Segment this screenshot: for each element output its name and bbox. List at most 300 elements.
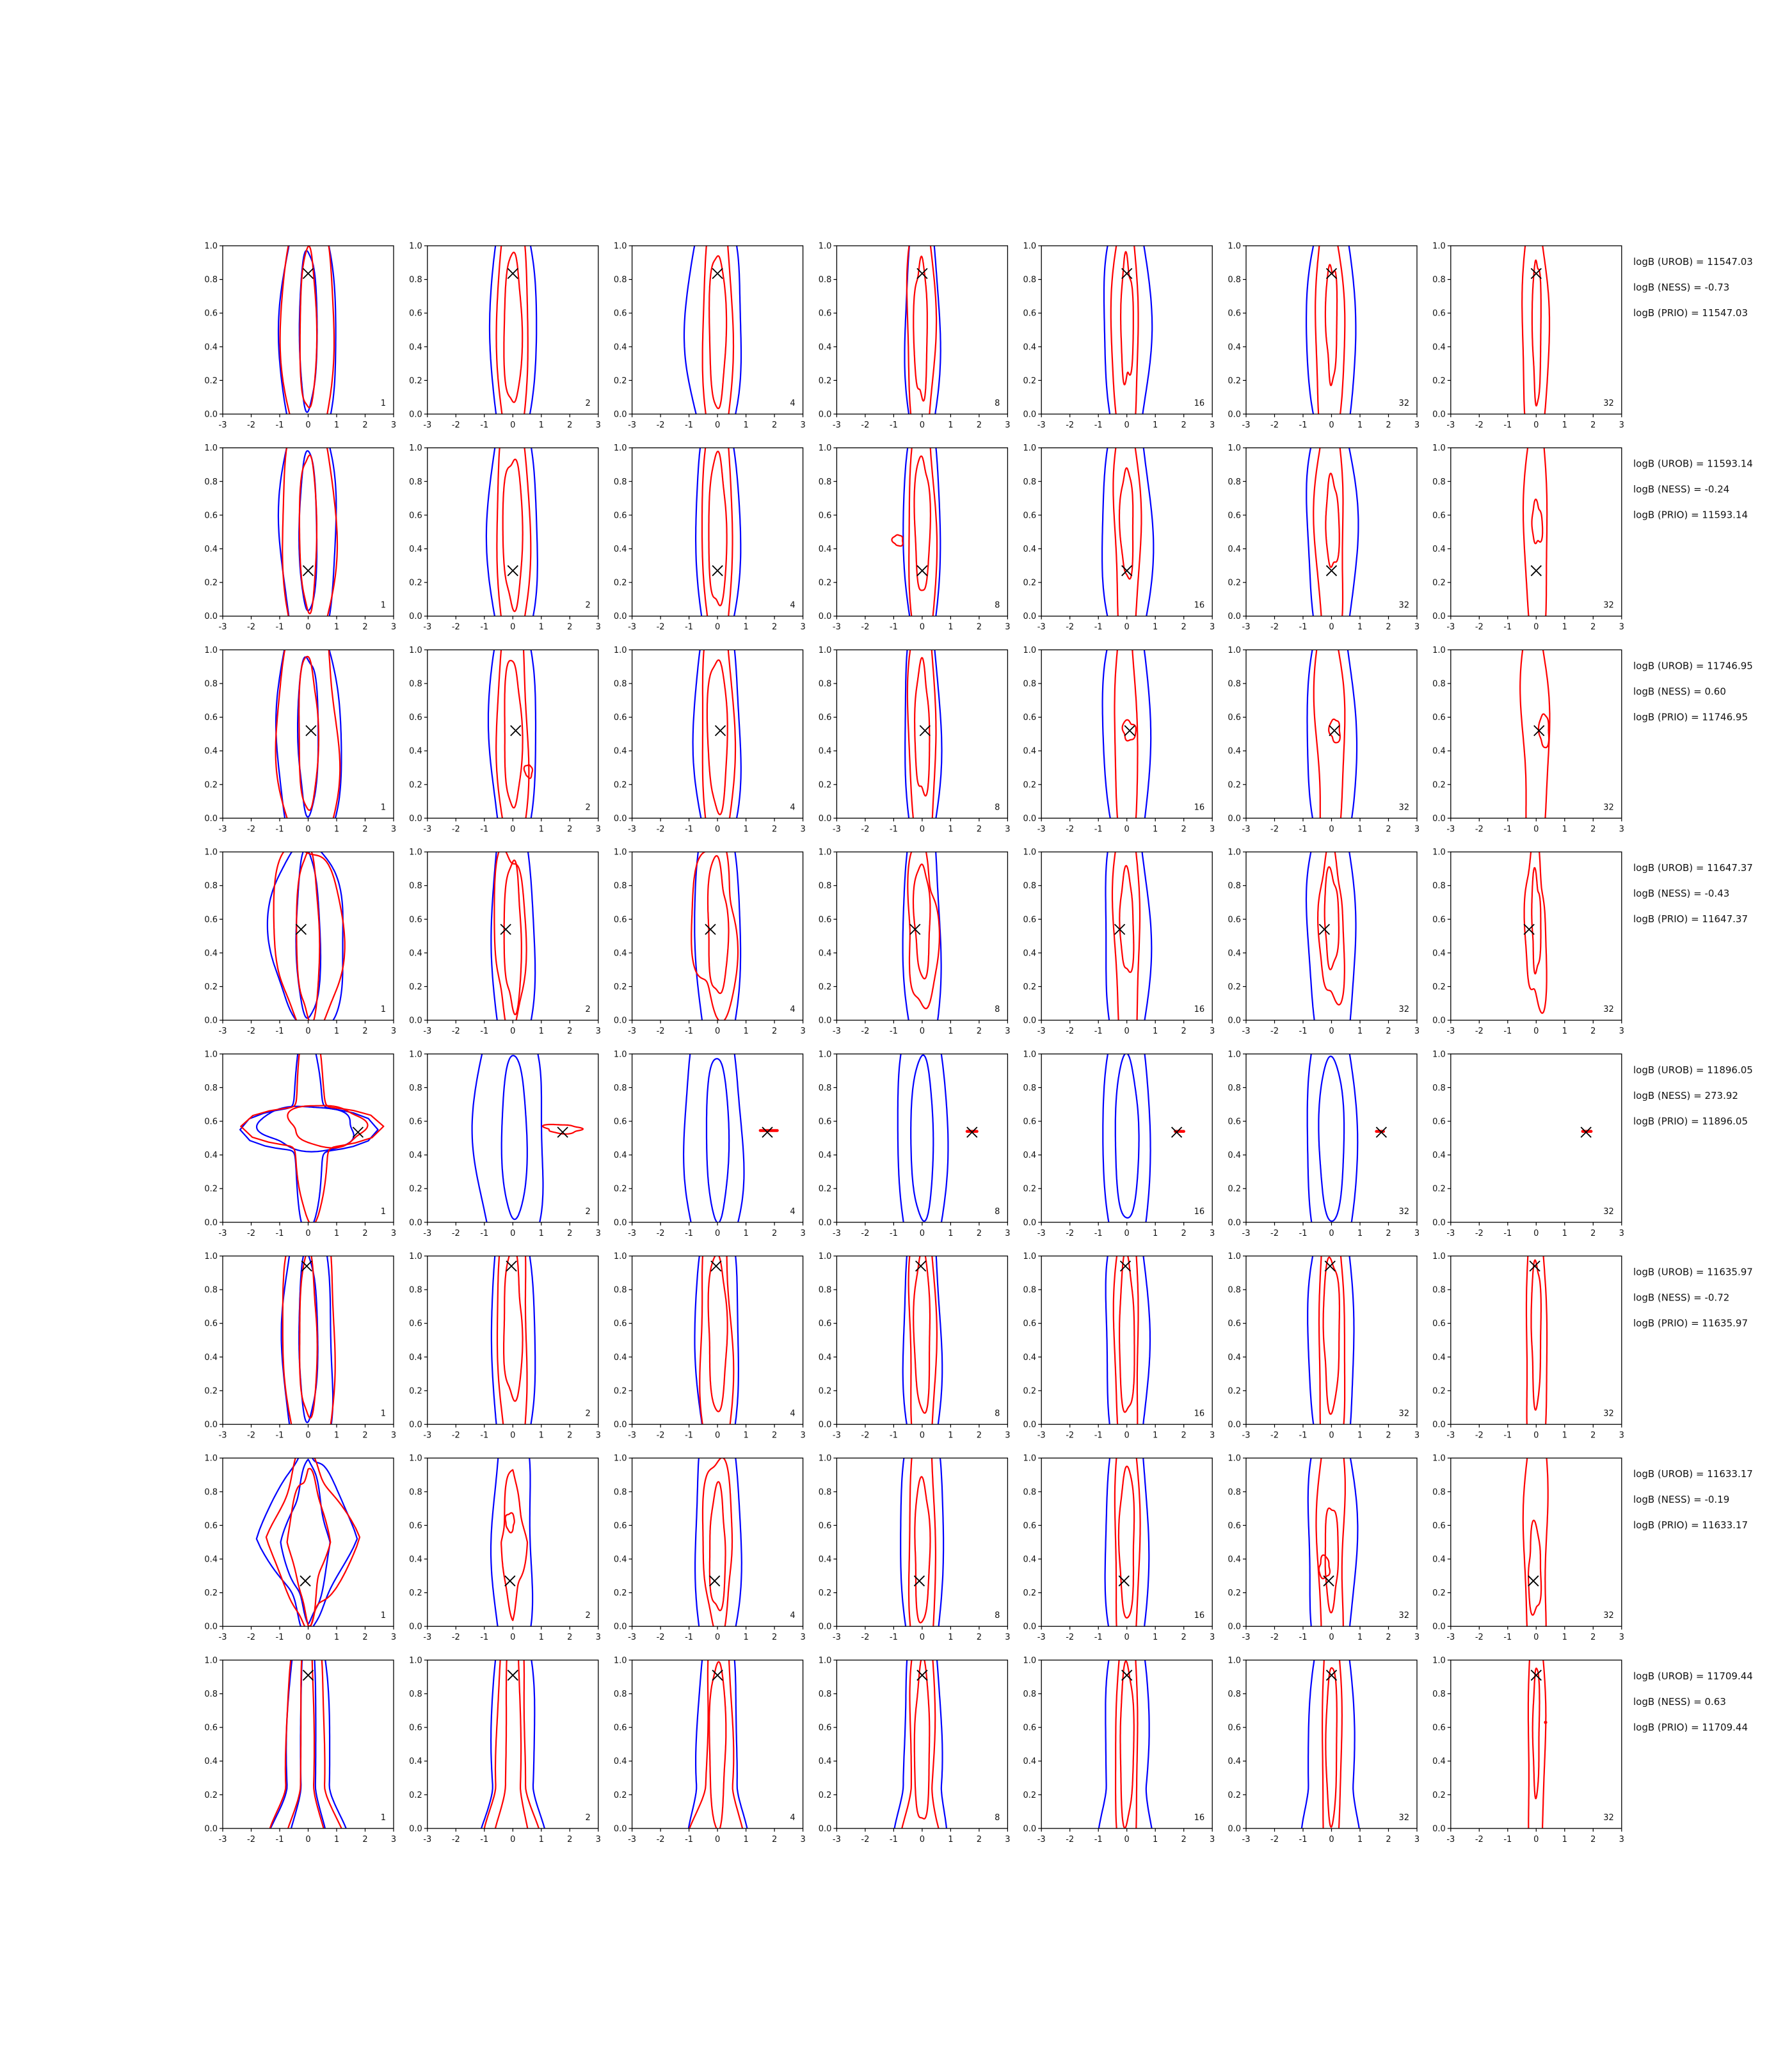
subplot-r5c4 xyxy=(819,1007,1011,1269)
y-tick-label: 0.4 xyxy=(1023,342,1037,353)
y-tick-label: 0.4 xyxy=(1432,1352,1446,1363)
x-tick-label: 2 xyxy=(1590,824,1596,835)
red-contour xyxy=(274,847,345,1037)
x-marker xyxy=(917,566,927,576)
x-tick-label: 1 xyxy=(1562,1027,1567,1037)
y-tick-label: 0.2 xyxy=(1432,1386,1446,1396)
x-tick-label: -1 xyxy=(1299,622,1308,632)
x-tick-label: -3 xyxy=(1037,824,1046,835)
y-tick-label: 0.0 xyxy=(818,1218,832,1228)
x-tick-label: 2 xyxy=(362,1027,368,1037)
x-tick-label: 1 xyxy=(948,1834,954,1844)
x-tick-label: -3 xyxy=(423,420,432,430)
subplot-corner-label: 16 xyxy=(1194,1812,1205,1823)
x-marker xyxy=(303,1670,314,1681)
x-tick-label: 1 xyxy=(1357,824,1363,835)
x-tick-label: -1 xyxy=(889,622,898,632)
y-tick-label: 0.6 xyxy=(613,511,627,521)
x-tick-label: -3 xyxy=(423,1228,432,1238)
y-tick-label: 0.8 xyxy=(1432,477,1446,487)
x-tick-label: -2 xyxy=(656,1027,665,1037)
axes-frame xyxy=(1451,1256,1622,1425)
y-tick-label: 0.4 xyxy=(1228,746,1241,756)
subplot-r2c6 xyxy=(1228,401,1420,663)
logb-annotation: logB (UROB) = 11547.03 xyxy=(1633,256,1753,268)
logb-annotation: logB (PRIO) = 11647.37 xyxy=(1633,913,1748,925)
y-tick-label: 0.0 xyxy=(1023,1824,1037,1834)
red-contour xyxy=(1532,260,1541,406)
x-tick-label: -1 xyxy=(685,1228,694,1238)
x-tick-label: 2 xyxy=(1181,1027,1187,1037)
y-tick-label: 0.8 xyxy=(1432,275,1446,285)
x-tick-label: 0 xyxy=(1329,1430,1334,1441)
red-contour xyxy=(1121,1661,1134,1828)
x-tick-label: -2 xyxy=(861,420,870,430)
y-tick-label: 1.0 xyxy=(818,444,832,454)
x-tick-label: 2 xyxy=(1181,622,1187,632)
y-tick-label: 0.0 xyxy=(1432,1824,1446,1834)
axes-frame xyxy=(632,246,803,414)
x-tick-label: 2 xyxy=(1181,1430,1187,1441)
y-tick-label: 0.2 xyxy=(818,1588,832,1599)
y-tick-label: 0.2 xyxy=(409,982,422,992)
subplot-r6c1 xyxy=(204,1206,397,1471)
subplot-r1c5 xyxy=(1023,198,1215,461)
subplot-corner-label: 8 xyxy=(995,1409,1000,1419)
blue-contour xyxy=(281,1459,330,1624)
y-tick-label: 0.0 xyxy=(1432,1016,1446,1026)
logb-annotation: logB (UROB) = 11593.14 xyxy=(1633,458,1753,470)
y-tick-label: 0.6 xyxy=(818,1319,832,1329)
x-tick-label: -2 xyxy=(1475,1834,1484,1844)
y-tick-label: 0.4 xyxy=(409,1757,422,1767)
y-tick-label: 0.8 xyxy=(409,881,422,892)
x-tick-label: 2 xyxy=(771,1633,778,1643)
axes-frame xyxy=(1246,1256,1417,1425)
y-tick-label: 0.0 xyxy=(1228,1218,1241,1228)
y-tick-label: 1.0 xyxy=(613,645,627,655)
x-tick-label: 3 xyxy=(1414,1633,1420,1643)
subplot-corner-label: 32 xyxy=(1603,1409,1614,1419)
subplot-r8c3 xyxy=(614,1613,806,1875)
y-tick-label: 0.4 xyxy=(1228,948,1241,959)
logb-annotation: logB (UROB) = 11635.97 xyxy=(1633,1266,1753,1278)
x-tick-label: -1 xyxy=(275,1834,284,1844)
y-tick-label: 0.8 xyxy=(1432,881,1446,892)
x-tick-label: 0 xyxy=(1329,1228,1334,1238)
x-tick-label: 2 xyxy=(567,824,573,835)
y-tick-label: 0.2 xyxy=(818,1790,832,1800)
x-tick-label: 0 xyxy=(510,1228,516,1238)
y-tick-label: 1.0 xyxy=(1228,847,1241,858)
y-tick-label: 0.0 xyxy=(1023,1016,1037,1026)
x-tick-label: 1 xyxy=(948,420,954,430)
red-contour xyxy=(1325,867,1339,970)
x-tick-label: 1 xyxy=(1153,1834,1158,1844)
y-tick-label: 0.0 xyxy=(613,410,627,420)
axes-frame xyxy=(1451,1660,1622,1828)
x-tick-label: -3 xyxy=(832,1228,841,1238)
subplot-r6c7 xyxy=(1432,1206,1624,1471)
red-contour xyxy=(708,1254,728,1412)
red-contour xyxy=(501,1470,527,1620)
contour-area xyxy=(889,401,941,663)
x-tick-label: 0 xyxy=(714,1633,721,1643)
axes-frame xyxy=(1451,1458,1622,1626)
y-tick-label: 1.0 xyxy=(409,1656,422,1666)
axes-frame xyxy=(836,1458,1007,1626)
y-tick-label: 1.0 xyxy=(1228,1252,1241,1261)
y-tick-label: 0.4 xyxy=(818,1555,832,1565)
red-contour xyxy=(1532,1260,1541,1410)
x-tick-label: -1 xyxy=(1503,1228,1512,1238)
x-tick-label: -2 xyxy=(656,622,665,632)
x-tick-label: -1 xyxy=(889,1834,898,1844)
subplot-corner-label: 1 xyxy=(380,1005,386,1015)
red-contour xyxy=(913,1249,930,1413)
x-marker xyxy=(712,566,723,576)
y-tick-label: 0.4 xyxy=(613,545,627,554)
y-tick-label: 1.0 xyxy=(818,1453,832,1464)
red-contour xyxy=(504,1247,523,1401)
subplot-r5c1 xyxy=(204,1026,396,1238)
x-tick-label: 3 xyxy=(595,1027,601,1037)
x-tick-label: -3 xyxy=(1037,420,1046,430)
x-marker xyxy=(1124,726,1135,736)
subplot-corner-label: 32 xyxy=(1398,600,1409,611)
y-tick-label: 0.6 xyxy=(1432,1723,1446,1733)
x-tick-label: -1 xyxy=(275,622,284,632)
y-tick-label: 0.6 xyxy=(409,308,422,319)
x-tick-label: 0 xyxy=(1533,1834,1539,1844)
x-tick-label: 2 xyxy=(976,1834,982,1844)
x-tick-label: 1 xyxy=(1562,824,1567,835)
y-tick-label: 1.0 xyxy=(1023,1252,1037,1261)
subplot-r5c2 xyxy=(409,1007,601,1269)
y-tick-label: 0.6 xyxy=(204,511,218,521)
y-tick-label: 0.4 xyxy=(1228,1555,1241,1565)
subplot-corner-label: 32 xyxy=(1398,1812,1409,1823)
y-tick-label: 0.8 xyxy=(409,679,422,689)
x-tick-label: -3 xyxy=(1446,824,1455,835)
red-contour xyxy=(1119,1251,1134,1412)
y-tick-label: 0.0 xyxy=(1228,1622,1241,1632)
x-tick-label: -2 xyxy=(1475,1430,1484,1441)
y-tick-label: 0.0 xyxy=(613,1218,627,1228)
y-tick-label: 0.6 xyxy=(409,1319,422,1329)
y-tick-label: 0.0 xyxy=(204,1622,218,1632)
x-tick-label: 1 xyxy=(1357,420,1363,430)
subplot-corner-label: 16 xyxy=(1194,1005,1205,1015)
x-tick-label: -1 xyxy=(1299,420,1308,430)
x-tick-label: 0 xyxy=(1124,1027,1130,1037)
y-tick-label: 0.8 xyxy=(204,1690,218,1699)
y-tick-label: 0.4 xyxy=(1432,746,1446,756)
y-tick-label: 0.8 xyxy=(204,1487,218,1498)
y-tick-label: 0.2 xyxy=(1228,1184,1241,1194)
subplot-r2c5 xyxy=(1023,401,1215,663)
y-tick-label: 0.0 xyxy=(409,612,422,622)
y-tick-label: 0.0 xyxy=(818,1622,832,1632)
y-tick-label: 0.4 xyxy=(1228,1151,1241,1161)
x-tick-label: 0 xyxy=(510,1027,516,1037)
logb-annotation: logB (NESS) = -0.19 xyxy=(1633,1494,1730,1506)
red-contour xyxy=(287,1106,367,1148)
x-tick-label: 3 xyxy=(390,622,397,632)
x-tick-label: 3 xyxy=(1005,622,1011,632)
x-tick-label: -2 xyxy=(247,1430,255,1441)
y-tick-label: 0.4 xyxy=(613,342,627,353)
x-tick-label: 1 xyxy=(538,1834,544,1844)
x-tick-label: 1 xyxy=(538,1027,544,1037)
y-tick-label: 0.4 xyxy=(1023,746,1037,756)
axes-frame xyxy=(836,246,1007,414)
y-tick-label: 0.2 xyxy=(1023,1790,1037,1800)
x-marker xyxy=(712,268,723,278)
y-tick-label: 1.0 xyxy=(204,1252,218,1261)
x-tick-label: -3 xyxy=(1242,1834,1251,1844)
y-tick-label: 0.0 xyxy=(818,1016,832,1026)
subplot-r4c2 xyxy=(409,805,601,1068)
x-tick-label: -1 xyxy=(685,824,694,835)
x-tick-label: -2 xyxy=(247,1633,255,1643)
blue-contour xyxy=(1318,1057,1344,1222)
axes-frame xyxy=(1041,852,1212,1020)
y-tick-label: 0.2 xyxy=(409,1184,422,1194)
y-tick-label: 0.0 xyxy=(204,1016,218,1026)
subplot-corner-label: 32 xyxy=(1603,600,1614,611)
y-tick-label: 1.0 xyxy=(409,1453,422,1464)
subplot-r7c5 xyxy=(1023,1411,1215,1674)
y-tick-label: 0.6 xyxy=(1228,915,1241,925)
x-tick-label: 2 xyxy=(567,1027,573,1037)
y-tick-label: 0.2 xyxy=(409,376,422,386)
subplot-corner-label: 4 xyxy=(790,1206,796,1217)
y-tick-label: 0.8 xyxy=(1432,1083,1446,1093)
x-tick-label: -3 xyxy=(218,420,227,430)
y-tick-label: 0.2 xyxy=(409,578,422,588)
x-tick-label: -1 xyxy=(889,1228,898,1238)
axes-frame xyxy=(428,448,598,616)
x-tick-label: 3 xyxy=(800,1633,806,1643)
axes-frame xyxy=(428,1660,598,1828)
red-contour xyxy=(703,1458,732,1643)
subplot-r3c7 xyxy=(1432,600,1624,865)
logb-annotation: logB (UROB) = 11896.05 xyxy=(1633,1064,1753,1076)
y-tick-label: 1.0 xyxy=(409,241,422,252)
x-tick-label: -2 xyxy=(1270,420,1279,430)
subplot-corner-label: 2 xyxy=(585,1812,591,1823)
x-tick-label: -1 xyxy=(1503,1430,1512,1441)
x-tick-label: 3 xyxy=(1005,420,1011,430)
x-tick-label: 0 xyxy=(1124,1834,1130,1844)
subplot-r4c6 xyxy=(1228,805,1420,1068)
y-tick-label: 0.0 xyxy=(409,1016,422,1026)
subplot-corner-label: 1 xyxy=(380,399,386,408)
y-tick-label: 1.0 xyxy=(409,1050,422,1060)
y-tick-label: 0.6 xyxy=(1228,1319,1241,1329)
y-tick-label: 0.8 xyxy=(1432,679,1446,689)
y-tick-label: 0.2 xyxy=(204,578,218,588)
x-marker xyxy=(508,566,518,576)
y-tick-label: 0.8 xyxy=(1432,1690,1446,1699)
x-tick-label: 1 xyxy=(743,1228,749,1238)
x-tick-label: 2 xyxy=(1590,420,1596,430)
y-tick-label: 0.6 xyxy=(1228,713,1241,723)
y-tick-label: 1.0 xyxy=(409,1252,422,1261)
y-tick-label: 0.0 xyxy=(613,1622,627,1632)
subplot-r5c6 xyxy=(1228,1007,1420,1269)
y-tick-label: 0.4 xyxy=(1432,1757,1446,1767)
y-tick-label: 1.0 xyxy=(1432,444,1446,454)
x-tick-label: -2 xyxy=(861,1834,870,1844)
y-tick-label: 0.8 xyxy=(1023,1690,1037,1699)
blue-contour xyxy=(298,657,318,817)
y-tick-label: 0.2 xyxy=(613,376,627,386)
x-tick-label: -3 xyxy=(423,1633,432,1643)
x-tick-label: 0 xyxy=(1124,622,1130,632)
red-contour xyxy=(892,535,903,547)
x-tick-label: -2 xyxy=(247,420,255,430)
x-tick-label: 1 xyxy=(743,1633,749,1643)
x-tick-label: 2 xyxy=(976,1027,982,1037)
axes-frame xyxy=(1451,246,1622,414)
axes-frame xyxy=(632,1054,803,1222)
y-tick-label: 1.0 xyxy=(1023,645,1037,655)
red-contour xyxy=(709,256,726,408)
x-tick-label: 3 xyxy=(800,622,806,632)
x-tick-label: 0 xyxy=(1329,1027,1334,1037)
x-tick-label: 1 xyxy=(743,1430,749,1441)
y-tick-label: 0.8 xyxy=(613,1285,627,1295)
subplot-r7c6 xyxy=(1228,1411,1420,1674)
x-tick-label: 3 xyxy=(1619,420,1624,430)
x-tick-label: -3 xyxy=(1446,1834,1455,1844)
y-tick-label: 0.2 xyxy=(1228,780,1241,790)
x-tick-label: -3 xyxy=(1037,1027,1046,1037)
y-tick-label: 0.8 xyxy=(1023,1083,1037,1093)
y-tick-label: 0.0 xyxy=(1023,1218,1037,1228)
y-tick-label: 0.2 xyxy=(1432,578,1446,588)
y-tick-label: 1.0 xyxy=(613,847,627,858)
y-tick-label: 0.4 xyxy=(204,746,218,756)
y-tick-label: 0.4 xyxy=(1023,1555,1037,1565)
logb-annotation: logB (NESS) = -0.73 xyxy=(1633,282,1730,293)
x-tick-label: 3 xyxy=(1005,1633,1011,1643)
x-tick-label: -2 xyxy=(1475,622,1484,632)
y-tick-label: 0.2 xyxy=(613,578,627,588)
y-tick-label: 1.0 xyxy=(818,645,832,655)
contour-dot xyxy=(1544,1721,1547,1724)
x-tick-label: 0 xyxy=(510,622,516,632)
x-tick-label: 3 xyxy=(1005,1834,1011,1844)
x-tick-label: 3 xyxy=(1619,1228,1624,1238)
x-tick-label: -3 xyxy=(1242,420,1251,430)
x-tick-label: -3 xyxy=(218,1834,227,1844)
y-tick-label: 1.0 xyxy=(1228,241,1241,252)
red-contour xyxy=(1533,1668,1540,1799)
y-tick-label: 0.6 xyxy=(1228,1117,1241,1127)
x-tick-label: 1 xyxy=(538,420,544,430)
subplot-corner-label: 16 xyxy=(1194,600,1205,611)
y-tick-label: 0.8 xyxy=(1432,1285,1446,1295)
x-tick-label: 3 xyxy=(1414,824,1420,835)
x-tick-label: -2 xyxy=(656,824,665,835)
y-tick-label: 0.4 xyxy=(409,1151,422,1161)
x-tick-label: 0 xyxy=(714,420,721,430)
x-tick-label: -1 xyxy=(889,1027,898,1037)
x-tick-label: 2 xyxy=(362,1633,368,1643)
subplot-corner-label: 4 xyxy=(790,399,796,408)
subplot-corner-label: 32 xyxy=(1603,1206,1614,1217)
subplot-corner-label: 1 xyxy=(380,1206,386,1217)
x-tick-label: 1 xyxy=(538,1228,544,1238)
y-tick-label: 1.0 xyxy=(613,241,627,252)
blue-contour xyxy=(257,1107,354,1152)
y-tick-label: 0.6 xyxy=(1228,1521,1241,1531)
x-tick-label: -2 xyxy=(1475,1228,1484,1238)
y-tick-label: 0.8 xyxy=(409,1487,422,1498)
subplot-r4c1 xyxy=(204,842,396,1037)
x-tick-label: 2 xyxy=(1386,1633,1391,1643)
x-tick-label: 3 xyxy=(1619,1430,1624,1441)
x-tick-label: 3 xyxy=(390,1633,397,1643)
x-tick-label: -2 xyxy=(1066,1430,1075,1441)
subplot-corner-label: 4 xyxy=(790,1611,796,1621)
subplot-r1c1 xyxy=(204,198,396,461)
x-tick-label: 0 xyxy=(1124,420,1130,430)
y-tick-label: 0.8 xyxy=(613,679,627,689)
subplot-corner-label: 16 xyxy=(1194,1611,1205,1621)
subplot-r3c3 xyxy=(613,600,806,865)
x-tick-label: -3 xyxy=(628,1633,637,1643)
x-tick-label: -2 xyxy=(451,1834,460,1844)
y-tick-label: 0.2 xyxy=(1023,578,1037,588)
subplot-r1c2 xyxy=(409,198,601,461)
y-tick-label: 0.6 xyxy=(613,915,627,925)
y-tick-label: 0.4 xyxy=(613,948,627,959)
y-tick-label: 0.4 xyxy=(1228,1757,1241,1767)
y-tick-label: 0.0 xyxy=(204,612,218,622)
x-tick-label: 3 xyxy=(1619,1027,1624,1037)
y-tick-label: 0.4 xyxy=(409,746,422,756)
axes-frame xyxy=(632,1256,803,1425)
x-tick-label: 1 xyxy=(1562,1228,1567,1238)
x-tick-label: -1 xyxy=(1299,1834,1308,1844)
subplot-r3c4 xyxy=(818,600,1011,865)
x-tick-label: 2 xyxy=(1181,1633,1187,1643)
x-tick-label: 1 xyxy=(333,1027,340,1037)
x-tick-label: 1 xyxy=(1153,622,1158,632)
x-tick-label: -1 xyxy=(480,1633,489,1643)
x-tick-label: -1 xyxy=(889,420,898,430)
x-tick-label: 3 xyxy=(800,1027,806,1037)
y-tick-label: 0.4 xyxy=(409,545,422,554)
y-tick-label: 0.8 xyxy=(818,1487,832,1498)
x-tick-label: 1 xyxy=(948,1027,954,1037)
x-tick-label: -2 xyxy=(247,622,255,632)
subplot-corner-label: 32 xyxy=(1398,1005,1409,1015)
y-tick-label: 1.0 xyxy=(204,1453,218,1464)
y-tick-label: 1.0 xyxy=(613,1252,627,1261)
y-tick-label: 0.2 xyxy=(204,982,218,992)
y-tick-label: 0.0 xyxy=(818,410,832,420)
y-tick-label: 1.0 xyxy=(1432,847,1446,858)
x-tick-label: -2 xyxy=(656,420,665,430)
y-tick-label: 0.6 xyxy=(409,1521,422,1531)
y-tick-label: 1.0 xyxy=(409,847,422,858)
y-tick-label: 0.0 xyxy=(613,1824,627,1834)
